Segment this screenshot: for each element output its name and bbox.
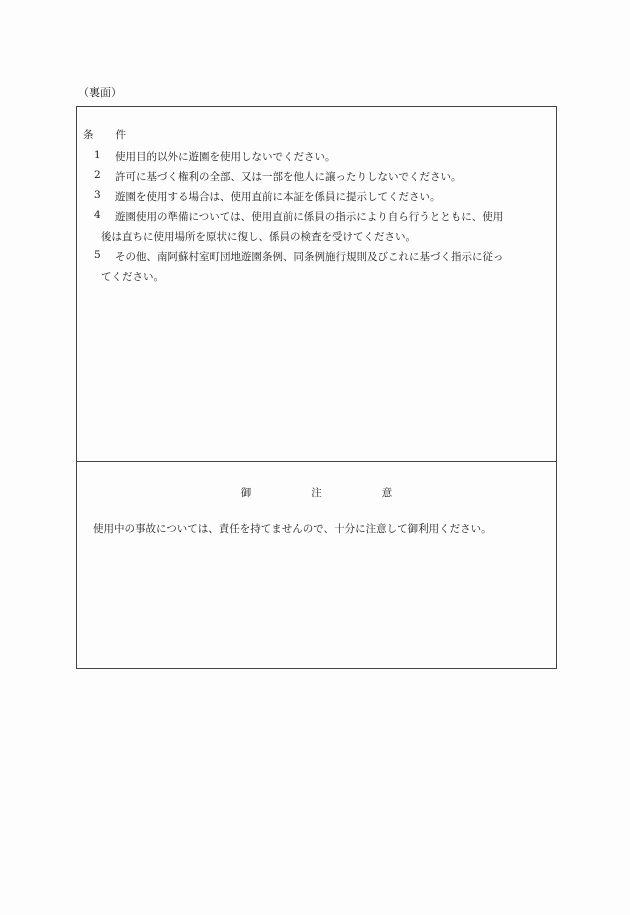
form-frame <box>76 106 557 669</box>
notice-body: 使用中の事故については、責任を持てませんので、十分に注意して御利用ください。 <box>93 523 492 535</box>
condition-text: 遊園を使用する場合は、使用直前に本証を係員に提示してください。 <box>115 191 441 203</box>
condition-text: 使用目的以外に遊園を使用しないでください。 <box>115 151 336 163</box>
conditions-title-char: 条 <box>83 129 94 141</box>
conditions-title <box>83 127 126 142</box>
back-side-label: （裏面） <box>78 86 122 99</box>
conditions-section <box>77 107 556 462</box>
notice-section <box>77 462 556 668</box>
condition-text-continued: 後は直ちに使用場所を原状に復し、係員の検査を受けてください。 <box>101 231 416 243</box>
condition-text: 遊園使用の準備については、使用直前に係員の指示により自ら行うとともに、使用 <box>115 211 504 223</box>
condition-text: その他、南阿蘇村室町団地遊園条例、同条例施行規則及びこれに基づく指示に従っ <box>115 251 504 263</box>
condition-number: 4 <box>94 209 101 221</box>
condition-number: 3 <box>94 189 101 201</box>
condition-number: 1 <box>94 149 101 161</box>
condition-number: 5 <box>94 249 101 261</box>
conditions-title-char: 件 <box>115 129 126 141</box>
condition-text: 許可に基づく権利の全部、又は一部を他人に譲ったりしないでください。 <box>115 171 462 183</box>
condition-text-continued: てください。 <box>101 271 164 283</box>
notice-title <box>77 485 556 500</box>
notice-title-char: 意 <box>381 487 393 499</box>
notice-title-char: 御 <box>240 487 252 499</box>
notice-title-char: 注 <box>311 487 322 499</box>
condition-number: 2 <box>94 169 101 181</box>
